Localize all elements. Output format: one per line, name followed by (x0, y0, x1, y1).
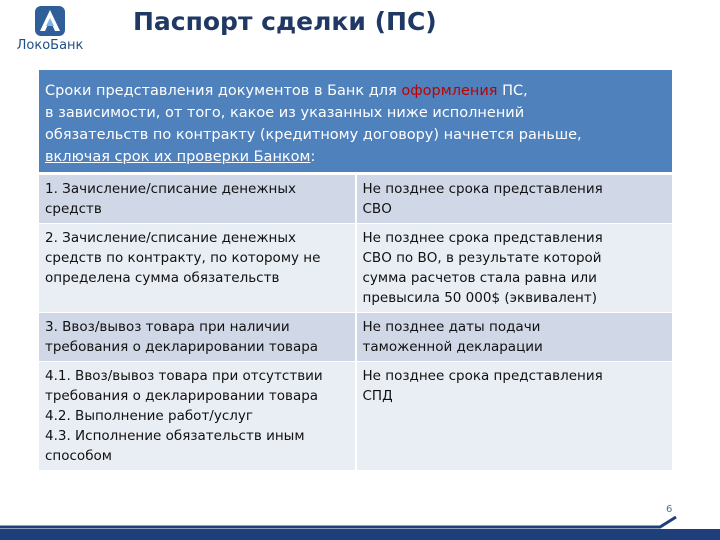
cell-line: превысила 50 000$ (эквивалент) (362, 290, 598, 306)
deadlines-table (38, 69, 673, 471)
table-row (39, 174, 673, 224)
header-line-3: обязательств по контракту (кредитному договору) начнется раньше, (45, 127, 582, 143)
header-text-start: Сроки представления документов в Банк для (45, 83, 402, 99)
cell-line: требования о декларировании товара (45, 339, 319, 355)
cell-line: Не позднее срока представления (362, 181, 603, 197)
cell-line: СПД (362, 388, 393, 404)
cell-line: 2. Зачисление/списание денежных (45, 230, 296, 246)
condition-cell (39, 362, 356, 471)
cell-line: СВО по ВО, в результате которой (362, 250, 602, 266)
page-number: 6 (666, 504, 673, 515)
cell-line: средств (45, 201, 102, 217)
cell-line: 3. Ввоз/вывоз товара при наличии (45, 319, 290, 335)
cell-line: Не позднее даты подачи (362, 319, 541, 335)
condition-cell (39, 224, 356, 313)
deadline-cell (356, 174, 673, 224)
logo-mark-icon (35, 6, 65, 36)
cell-line: 4.3. Исполнение обязательств иным (45, 428, 305, 444)
deadline-cell (356, 224, 673, 313)
table-row (39, 313, 673, 362)
header-highlight: оформления (401, 83, 498, 99)
cell-line: определена сумма обязательств (45, 270, 280, 286)
cell-line: способом (45, 448, 112, 464)
cell-line: СВО (362, 201, 392, 217)
table-row (39, 224, 673, 313)
table-header-row (39, 70, 673, 174)
condition-cell (39, 313, 356, 362)
header-text-after-highlight: ПС, (497, 83, 528, 99)
cell-line: Не позднее срока представления (362, 230, 603, 246)
company-logo (6, 4, 94, 56)
cell-line: сумма расчетов стала равна или (362, 270, 597, 286)
cell-line: 1. Зачисление/списание денежных (45, 181, 296, 197)
logo-text: ЛокоБанк (16, 38, 84, 53)
header-line-2: в зависимости, от того, какое из указанных ниже исполнений (45, 105, 525, 121)
deadline-cell (356, 362, 673, 471)
cell-line: 4.2. Выполнение работ/услуг (45, 408, 253, 424)
table-row (39, 362, 673, 471)
cell-line: требования о декларировании товара (45, 388, 319, 404)
cell-line: Не позднее срока представления (362, 368, 603, 384)
deadline-cell (356, 313, 673, 362)
header-tail: : (310, 149, 316, 165)
table-header-cell (39, 70, 673, 174)
cell-line: средств по контракту, по которому не (45, 250, 321, 266)
cell-line: таможенной декларации (362, 339, 543, 355)
page-title: Паспорт сделки (ПС) (133, 7, 437, 36)
header-underlined-text: включая срок их проверки Банком (45, 149, 311, 165)
cell-line: 4.1. Ввоз/вывоз товара при отсутствии (45, 368, 323, 384)
condition-cell (39, 174, 356, 224)
